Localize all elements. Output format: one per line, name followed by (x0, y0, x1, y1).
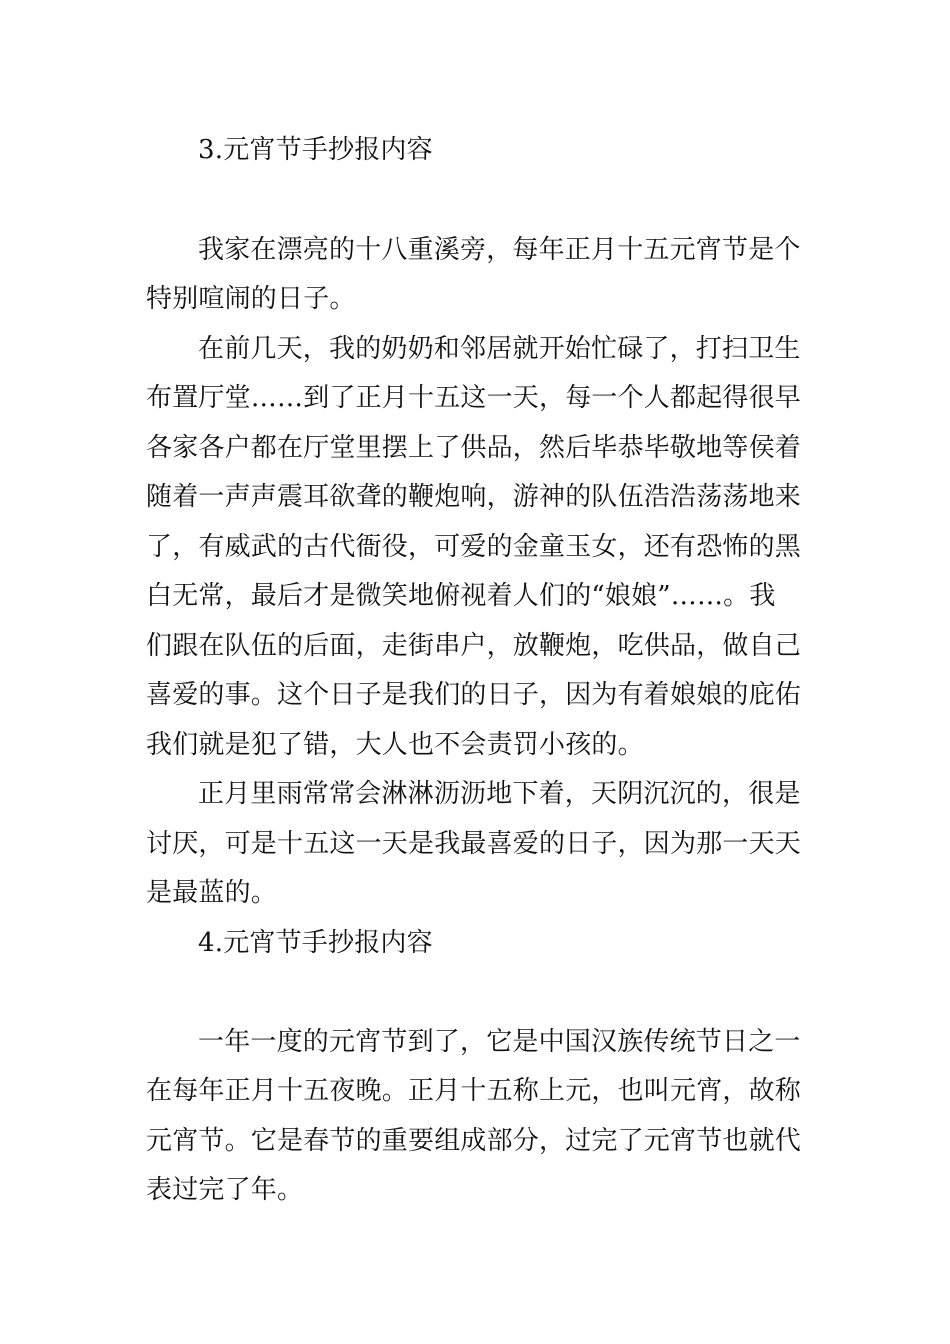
paragraph-line: 表过完了年。 (146, 1175, 304, 1205)
section-heading: 4.元宵节手抄报内容 (198, 928, 433, 958)
paragraph-line: 白无常，最后才是微笑地俯视着人们的“娘娘”……。我 (146, 581, 776, 611)
paragraph-line: 喜爱的事。这个日子是我们的日子，因为有着娘娘的庇佑 (146, 680, 802, 710)
paragraph-line: 是最蓝的。 (146, 878, 278, 908)
paragraph-line: 随着一声声震耳欲聋的鞭炮响，游神的队伍浩浩荡荡地来 (146, 482, 802, 512)
paragraph-line: 特别喧闹的日子。 (146, 284, 356, 314)
section-heading: 3.元宵节手抄报内容 (198, 135, 433, 165)
paragraph-line: 在前几天，我的奶奶和邻居就开始忙碌了，打扫卫生 (198, 334, 801, 364)
paragraph-line: 元宵节。它是春节的重要组成部分，过完了元宵节也就代 (146, 1126, 802, 1156)
paragraph-line: 我家在漂亮的十八重溪旁，每年正月十五元宵节是个 (198, 235, 801, 265)
paragraph-line: 一年一度的元宵节到了，它是中国汉族传统节日之一 (198, 1027, 801, 1057)
paragraph-line: 布置厅堂……到了正月十五这一天，每一个人都起得很早 (146, 383, 802, 413)
paragraph-line: 了，有威武的古代衙役，可爱的金童玉女，还有恐怖的黑 (146, 532, 802, 562)
paragraph-line: 正月里雨常常会淋淋沥沥地下着，天阴沉沉的，很是 (198, 779, 801, 809)
paragraph-line: 在每年正月十五夜晚。正月十五称上元，也叫元宵，故称 (146, 1076, 802, 1106)
paragraph-line: 讨厌，可是十五这一天是我最喜爱的日子，因为那一天天 (146, 829, 802, 859)
paragraph-line: 我们就是犯了错，大人也不会责罚小孩的。 (146, 730, 644, 760)
paragraph-line: 们跟在队伍的后面，走街串户，放鞭炮，吃供品，做自己 (146, 631, 802, 661)
paragraph-line: 各家各户都在厅堂里摆上了供品，然后毕恭毕敬地等侯着 (146, 433, 802, 463)
